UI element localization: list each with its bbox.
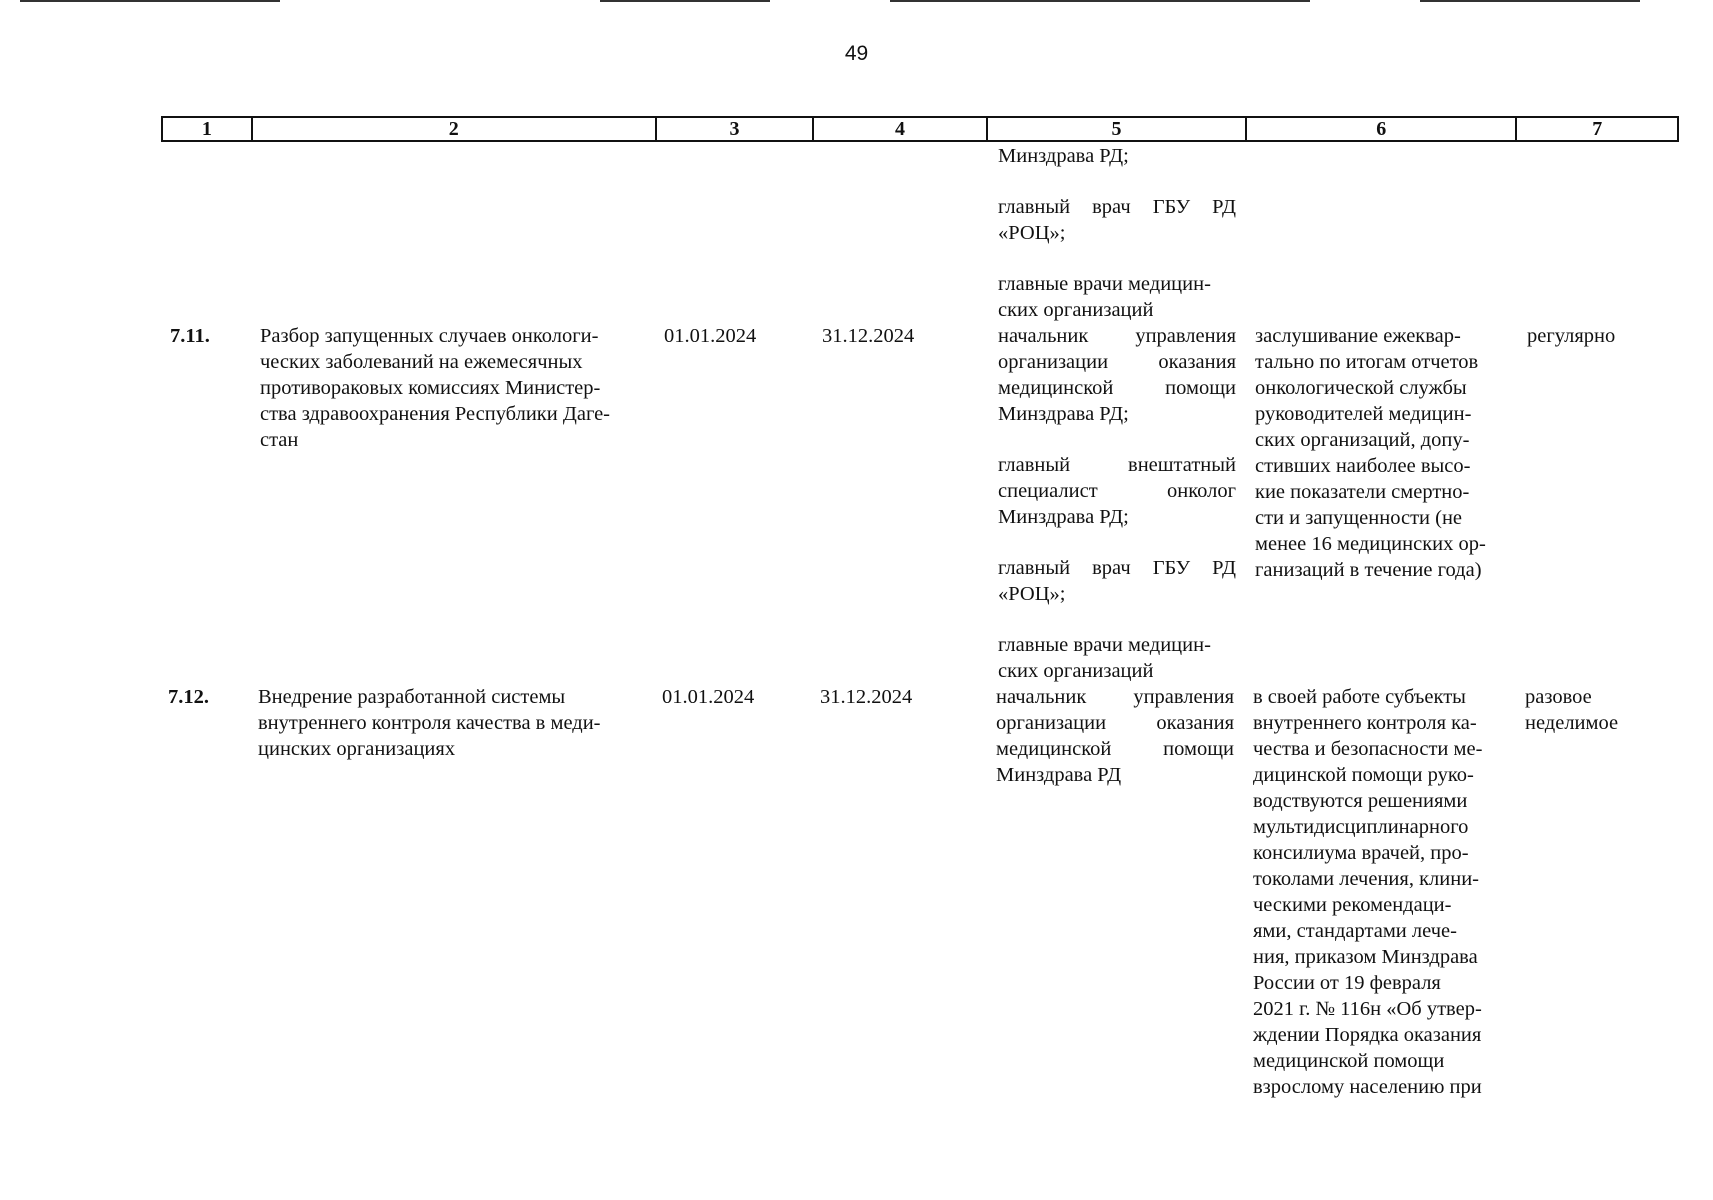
row-execution-type: регулярно [1527,325,1616,347]
row-number: 7.11. [170,325,210,347]
column-header-3: 3 [657,118,815,140]
row-responsible-2: главный внештатный специалист онколог Минздрава РД; [998,454,1236,528]
column-header-1: 1 [163,118,253,140]
top-edge-rule [20,0,280,2]
row-start-date: 01.01.2024 [662,686,755,708]
row-responsible-1: начальник управления организации оказания медицинской помощи Минздрава РД; [998,325,1236,425]
column-header-4: 4 [814,118,988,140]
row-execution-type: разовое неделимое [1525,686,1619,734]
row-title: Разбор запущенных случаев онкологи- ческих заболеваний на ежемесячных противораковых комиссиях Министер- ства здравоохранения Республики Даге- стан [260,325,611,451]
row-start-date: 01.01.2024 [664,325,757,347]
row-result: в своей работе субъекты внутреннего контроля ка- чества и безопасности ме- дицинской помощи руко- водствуются решениями мультидисциплинарного консилиума врачей, про- токолами лечения, клини- ческими рекомендаци- ями, стандартами лече- ния, приказом Минздрава России от 19 февраля 2021 г. № 116н «Об утвер- ждении Порядка оказания медицинской помощи взрослому населению при [1253,686,1483,1098]
column-header-2: 2 [253,118,657,140]
column-header-6: 6 [1247,118,1517,140]
row-title: Внедрение разработанной системы внутреннего контроля качества в меди- цинских организациях [258,686,601,760]
table-header-row [161,116,1679,142]
row-end-date: 31.12.2024 [822,325,915,347]
carryover-responsible-2: главный врач ГБУ РД «РОЦ»; [998,196,1236,244]
row-responsible-1: начальник управления организации оказания медицинской помощи Минздрава РД [996,686,1234,786]
row-end-date: 31.12.2024 [820,686,913,708]
row-result: заслушивание ежеквар- тально по итогам отчетов онкологической службы руководителей медицин- ских организаций, допу- стивших наиболее высо- кие показатели смертно- сти и запущенности (не менее 16 медицинских ор- ганизаций в течение года) [1255,325,1486,581]
row-number: 7.12. [168,686,209,708]
column-header-5: 5 [988,118,1247,140]
page-number: 49 [844,42,869,65]
top-edge-rule [890,0,1310,2]
row-responsible-3: главный врач ГБУ РД «РОЦ»; [998,557,1236,605]
top-edge-rule [1420,0,1640,2]
carryover-responsible-3: главные врачи медицин- ских организаций [998,273,1211,321]
column-header-7: 7 [1592,118,1603,140]
top-edge-rule [600,0,770,2]
carryover-responsible-1: Минздрава РД; [998,145,1129,167]
row-responsible-4: главные врачи медицин- ских организаций [998,634,1211,682]
